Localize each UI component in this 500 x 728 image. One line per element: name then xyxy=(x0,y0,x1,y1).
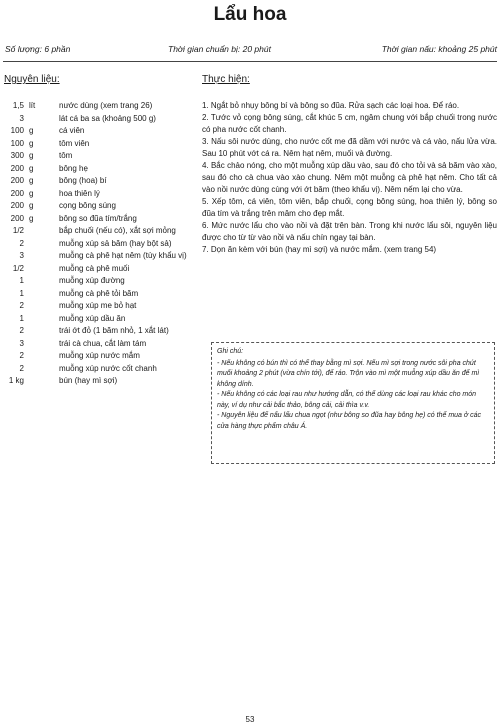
ingredient-item xyxy=(0,225,195,238)
ingredient-item xyxy=(0,200,195,213)
ingredient-name: muỗng xúp dầu ăn xyxy=(59,313,126,323)
ingredient-item xyxy=(0,175,195,188)
ingredient-qty: 200 xyxy=(10,201,24,210)
ingredient-item xyxy=(0,238,195,251)
ingredient-unit: g xyxy=(29,126,34,135)
note-heading: Ghi chú: xyxy=(217,348,244,355)
recipe-title: Lẩu hoa xyxy=(213,4,287,25)
ingredient-name: trái ớt đỏ (1 băm nhỏ, 1 xắt lát) xyxy=(59,326,169,335)
ingredient-item xyxy=(0,163,195,176)
ingredient-item xyxy=(0,325,195,338)
ingredient-qty: 1/2 xyxy=(12,263,24,273)
ingredient-unit xyxy=(29,350,59,363)
divider xyxy=(3,61,497,62)
ingredient-qty: 2 xyxy=(19,301,24,310)
ingredient-qty: 200 xyxy=(10,176,24,185)
ingredient-item xyxy=(0,338,195,351)
ingredient-qty: 2 xyxy=(19,363,24,373)
ingredients-list xyxy=(0,100,195,388)
ingredient-qty: 2 xyxy=(19,351,24,360)
ingredient-name: nước dùng (xem trang 26) xyxy=(59,101,153,110)
ingredient-item xyxy=(0,113,195,126)
ingredient-name: bông (hoa) bí xyxy=(59,176,107,185)
step-item: 3. Nấu sôi nước dùng, cho nước cốt me đã dầm với nước và cá vào, nấu lửa vừa. Sau 10 phút vớt cá ra. Nêm hạt nêm, muối và đường. xyxy=(202,137,497,158)
ingredient-item xyxy=(0,263,195,276)
note-box xyxy=(211,342,495,464)
note-item: - Nếu không có bún thì có thể thay bằng mì sợi. Nếu mì sợi trong nước sôi pha chút muối khoảng 2 phút (vừa chín tới), để ráo. Trộn vào mì một muỗng xúp dầu ăn để mì không dính. xyxy=(217,359,480,388)
steps-list xyxy=(202,100,497,256)
ingredient-qty: 2 xyxy=(19,238,24,248)
ingredient-unit xyxy=(29,225,59,238)
ingredient-item xyxy=(0,150,195,163)
ingredient-name: bông so đũa tím/trắng xyxy=(59,213,137,223)
ingredient-unit xyxy=(29,113,59,126)
ingredient-unit xyxy=(29,375,59,388)
ingredient-unit xyxy=(29,238,59,251)
ingredient-name: muỗng xúp sả băm (hay bột sả) xyxy=(59,238,172,248)
ingredient-name: cọng bông súng xyxy=(59,201,116,210)
ingredient-unit xyxy=(29,275,59,288)
cook-time: Thời gian nấu: khoảng 25 phút xyxy=(381,44,497,54)
step-item: 2. Tước vỏ cọng bông súng, cắt khúc 5 cm, ngâm chung với bắp chuối trong nước có pha nước cốt chanh. xyxy=(202,113,497,134)
ingredient-name: bún (hay mì sợi) xyxy=(59,376,118,385)
ingredient-qty: 1/2 xyxy=(12,226,24,235)
ingredient-qty: 1 kg xyxy=(8,376,24,385)
ingredient-name: cá viên xyxy=(59,126,85,135)
ingredient-qty: 100 xyxy=(10,126,24,135)
ingredient-name: muỗng cà phê muối xyxy=(59,263,130,273)
ingredient-unit: g xyxy=(29,163,34,173)
ingredient-item xyxy=(0,138,195,151)
ingredient-item xyxy=(0,250,195,263)
ingredient-unit xyxy=(29,325,59,338)
note-items xyxy=(217,359,489,433)
step-item: 5. Xếp tôm, cá viên, tôm viên, bắp chuối, cọng bông súng, hoa thiên lý, bông so đũa tím và trắng trên mâm cho đẹp mắt. xyxy=(202,197,497,218)
step-item: 6. Mức nước lẩu cho vào nồi và đặt trên bàn. Trong khi nước lẩu sôi, nguyên liệu được cho từ từ vào nồi và nấu chín ngay tại bàn. xyxy=(202,221,497,242)
ingredient-qty: 100 xyxy=(10,138,24,148)
ingredient-name: trái cà chua, cắt làm tám xyxy=(59,338,147,348)
ingredient-qty: 1 xyxy=(19,313,24,323)
ingredient-qty: 3 xyxy=(19,113,24,123)
ingredient-unit: lít xyxy=(29,101,36,110)
servings: Số lượng: 6 phần xyxy=(5,44,71,54)
ingredient-name: bắp chuối (nếu có), xắt sợi mỏng xyxy=(59,226,176,235)
ingredient-qty: 3 xyxy=(19,338,24,348)
ingredient-name: muỗng cà phê hạt nêm (tùy khẩu vị) xyxy=(59,251,187,260)
ingredient-name: lát cá ba sa (khoảng 500 g) xyxy=(59,113,156,123)
ingredient-qty: 200 xyxy=(10,163,24,173)
ingredient-qty: 200 xyxy=(10,188,24,198)
ingredient-unit: g xyxy=(29,188,34,198)
ingredient-unit xyxy=(29,313,59,326)
ingredient-qty: 1,5 xyxy=(12,101,24,110)
ingredient-qty: 300 xyxy=(10,151,24,160)
ingredient-item xyxy=(0,375,195,388)
ingredient-item xyxy=(0,125,195,138)
prep-time: Thời gian chuẩn bị: 20 phút xyxy=(168,44,271,54)
ingredient-unit xyxy=(29,300,59,313)
ingredient-unit: g xyxy=(29,176,34,185)
ingredient-name: muỗng xúp nước mắm xyxy=(59,351,140,360)
page-number: 53 xyxy=(245,715,255,724)
ingredient-name: muỗng cà phê tỏi băm xyxy=(59,288,139,298)
ingredient-qty: 1 xyxy=(19,288,24,298)
ingredient-unit xyxy=(29,363,59,376)
ingredient-unit: g xyxy=(29,201,34,210)
ingredient-name: muỗng xúp nước cốt chanh xyxy=(59,363,157,373)
note-item: - Nếu không có các loại rau như hướng dẫn, có thể dùng các loại rau khác cho món này, ví dụ như cải bắc thảo, bông cải, cải thìa v.v. xyxy=(217,391,477,409)
ingredient-name: hoa thiên lý xyxy=(59,188,100,198)
ingredient-name: tôm xyxy=(59,151,73,160)
ingredient-unit xyxy=(29,288,59,301)
ingredient-unit xyxy=(29,338,59,351)
ingredient-unit: g xyxy=(29,138,34,148)
ingredient-qty: 2 xyxy=(19,326,24,335)
step-item: 7. Dọn ăn kèm với bún (hay mì sợi) và nước mắm. (xem trang 54) xyxy=(202,245,437,254)
ingredient-item xyxy=(0,363,195,376)
ingredient-unit xyxy=(29,250,59,263)
ingredient-name: muỗng xúp đường xyxy=(59,276,125,285)
ingredient-unit: g xyxy=(29,151,34,160)
ingredient-qty: 200 xyxy=(10,213,24,223)
ingredient-item xyxy=(0,188,195,201)
ingredient-item xyxy=(0,275,195,288)
ingredient-qty: 1 xyxy=(19,276,24,285)
ingredient-qty: 3 xyxy=(19,251,24,260)
step-item: 1. Ngắt bỏ nhụy bông bí và bông so đũa. Rửa sạch các loại hoa. Để ráo. xyxy=(202,101,460,110)
ingredient-item xyxy=(0,313,195,326)
ingredient-item xyxy=(0,300,195,313)
ingredient-item xyxy=(0,288,195,301)
ingredient-item xyxy=(0,213,195,226)
ingredient-item xyxy=(0,100,195,113)
ingredient-name: muỗng xúp me bỏ hạt xyxy=(59,301,137,310)
steps-heading: Thực hiện: xyxy=(202,74,250,85)
ingredient-item xyxy=(0,350,195,363)
ingredient-name: bông hẹ xyxy=(59,163,88,173)
ingredient-unit: g xyxy=(29,213,34,223)
ingredient-name: tôm viên xyxy=(59,138,90,148)
step-item: 4. Bắc chảo nóng, cho một muỗng xúp dầu vào, sau đó cho tỏi và sả băm vào xào, sau đó cho cà chua vào xào chung. Nêm một muỗng cà phê hạt nêm. Cho tất cả vào nồi nước dùng cùng với ớt băm (theo khẩu vị). Nêm nếm lại cho vừa. xyxy=(202,161,497,194)
ingredient-unit xyxy=(29,263,59,276)
note-item: - Nguyên liệu để nấu lẩu chua ngọt (như bông so đũa hay bông hẹ) có thể mua ở các cửa hàng thực phẩm châu Á. xyxy=(217,412,481,430)
ingredients-heading: Nguyên liệu: xyxy=(4,74,60,85)
